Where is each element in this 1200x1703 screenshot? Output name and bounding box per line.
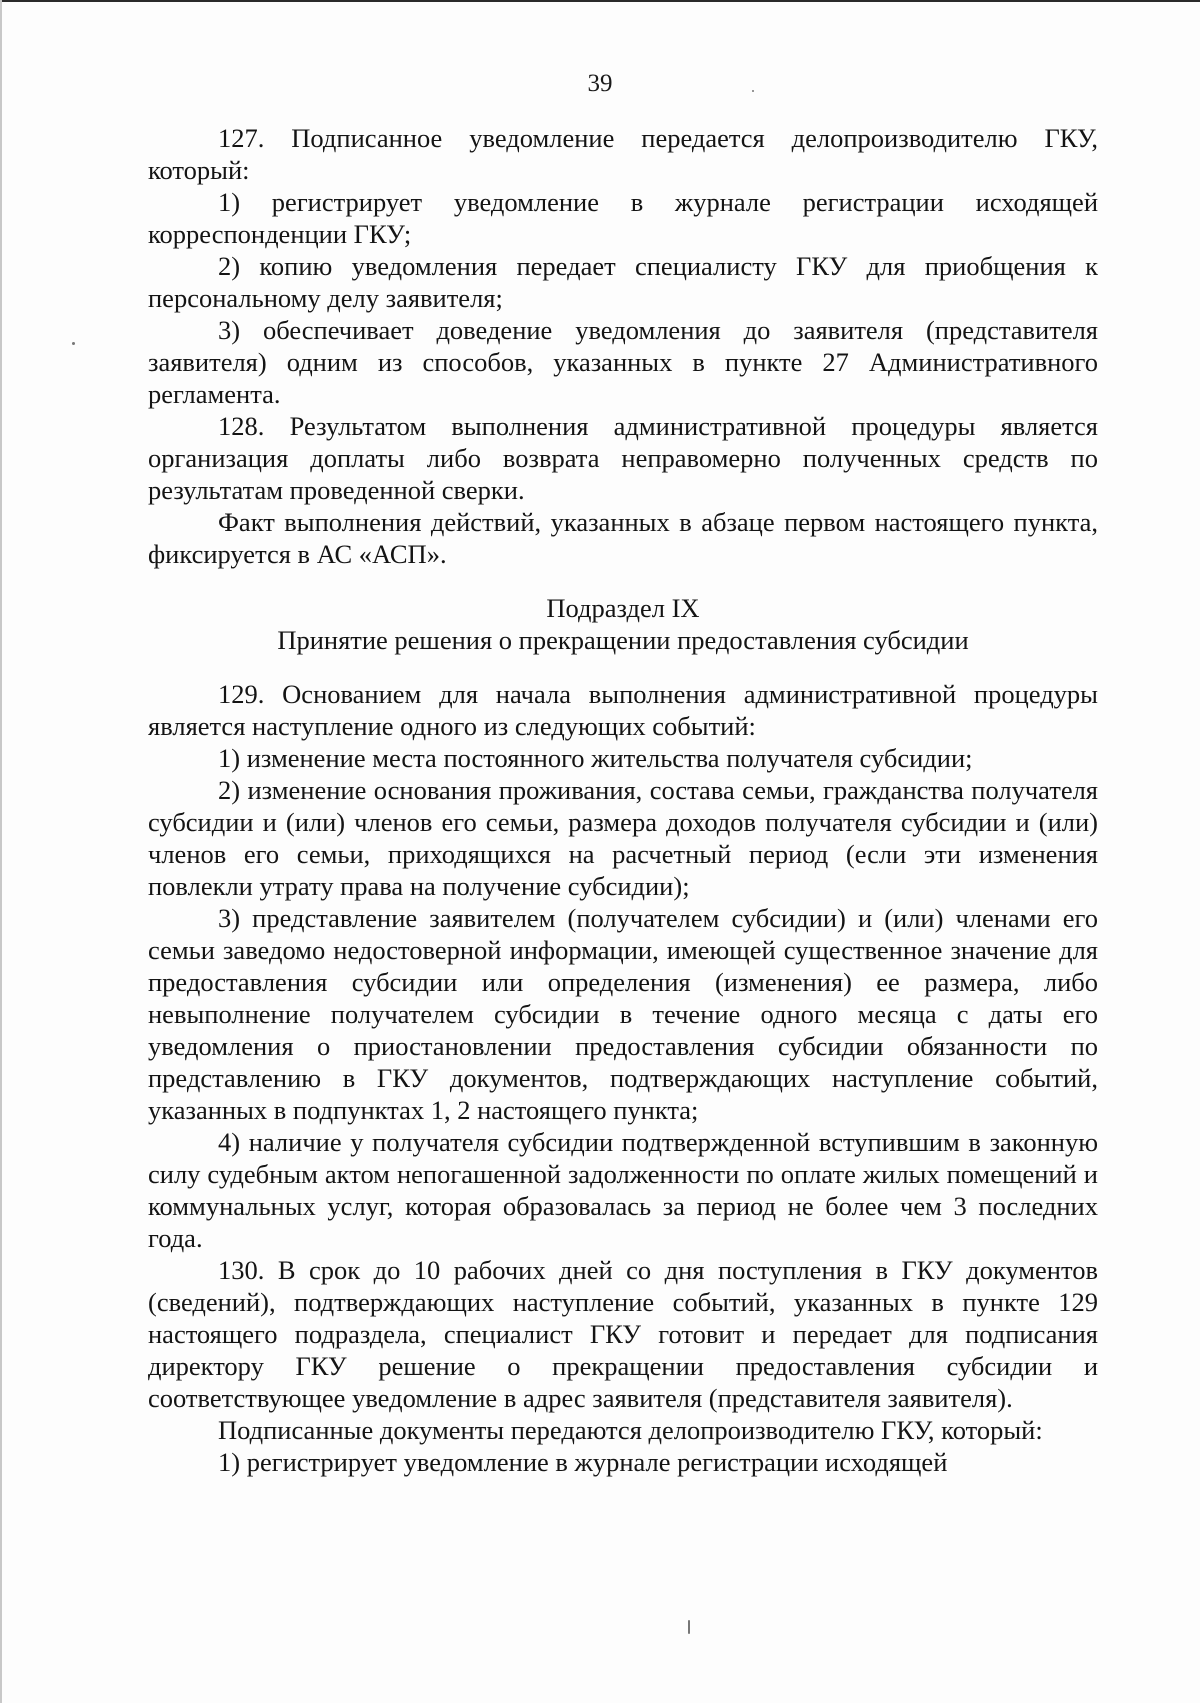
paragraph-127-item-3: 3) обеспечивает доведение уведомления до заявителя (представителя заявителя) одним из способов, указанных в пункте 27 Административного регламента. — [148, 315, 1098, 409]
scan-top-edge — [0, 0, 1200, 2]
scan-speck — [72, 342, 75, 345]
paragraph-129: 129. Основанием для начала выполнения административной процедуры является наступление одного из следующих событий: — [148, 679, 1098, 741]
paragraph-130-signed: Подписанные документы передаются делопроизводителю ГКУ, который: — [218, 1415, 1043, 1445]
subsection-heading: Подраздел IX — [546, 593, 700, 623]
paragraph-129-item-2: 2) изменение основания проживания, состава семьи, гражданства получателя субсидии и (или) членов его семьи, размера доходов получателя субсидии и (или) членов его семьи, приходящихся на расчетный период (если эти изменения повлекли утрату права на получение субсидии); — [148, 775, 1098, 901]
paragraph-127-item-2: 2) копию уведомления передает специалисту ГКУ для приобщения к персональному делу заявителя; — [148, 251, 1098, 313]
paragraph-128: 128. Результатом выполнения административной процедуры является организация доплаты либо возврата неправомерно полученных средств по результатам проведенной сверки. — [148, 411, 1098, 505]
paragraph-130: 130. В срок до 10 рабочих дней со дня поступления в ГКУ документов (сведений), подтверждающих наступление событий, указанных в пункте 129 настоящего подраздела, специалист ГКУ готовит и передает для подписания директору ГКУ решение о прекращении предоставления субсидии и соответствующее уведомление в адрес заявителя (представителя заявителя). — [148, 1255, 1098, 1413]
paragraph-129-item-4: 4) наличие у получателя субсидии подтвержденной вступившим в законную силу судебным актом непогашенной задолженности по оплате жилых помещений и коммунальных услуг, которая образовалась за период не более чем 3 последних года. — [148, 1127, 1098, 1253]
subsection-title: Принятие решения о прекращении предоставления субсидии — [277, 625, 969, 655]
paragraph-129-item-3: 3) представление заявителем (получателем субсидии) и (или) членами его семьи заведомо недостоверной информации, имеющей существенное значение для предоставления субсидии или определения (изменения) ее размера, либо невыполнение получателем субсидии в течение одного месяца с даты его уведомления о приостановлении предоставления субсидии обязанности по представлению в ГКУ документов, подтверждающих наступление событий, указанных в подпунктах 1, 2 настоящего пункта; — [148, 903, 1098, 1125]
paragraph-129-item-1: 1) изменение места постоянного жительства получателя субсидии; — [218, 743, 973, 773]
paragraph-128-fact: Факт выполнения действий, указанных в абзаце первом настоящего пункта, фиксируется в АС «АСП». — [148, 507, 1098, 569]
paragraph-127: 127. Подписанное уведомление передается делопроизводителю ГКУ, который: — [148, 123, 1098, 185]
scan-left-edge — [0, 0, 2, 1703]
document-body — [148, 122, 1098, 1478]
paragraph-127-item-1: 1) регистрирует уведомление в журнале регистрации исходящей корреспонденции ГКУ; — [148, 187, 1098, 249]
scan-mark — [688, 1620, 690, 1634]
page-number: 39 — [587, 70, 613, 97]
scan-speck — [752, 90, 754, 92]
paragraph-130-item-1: 1) регистрирует уведомление в журнале регистрации исходящей — [218, 1447, 948, 1477]
